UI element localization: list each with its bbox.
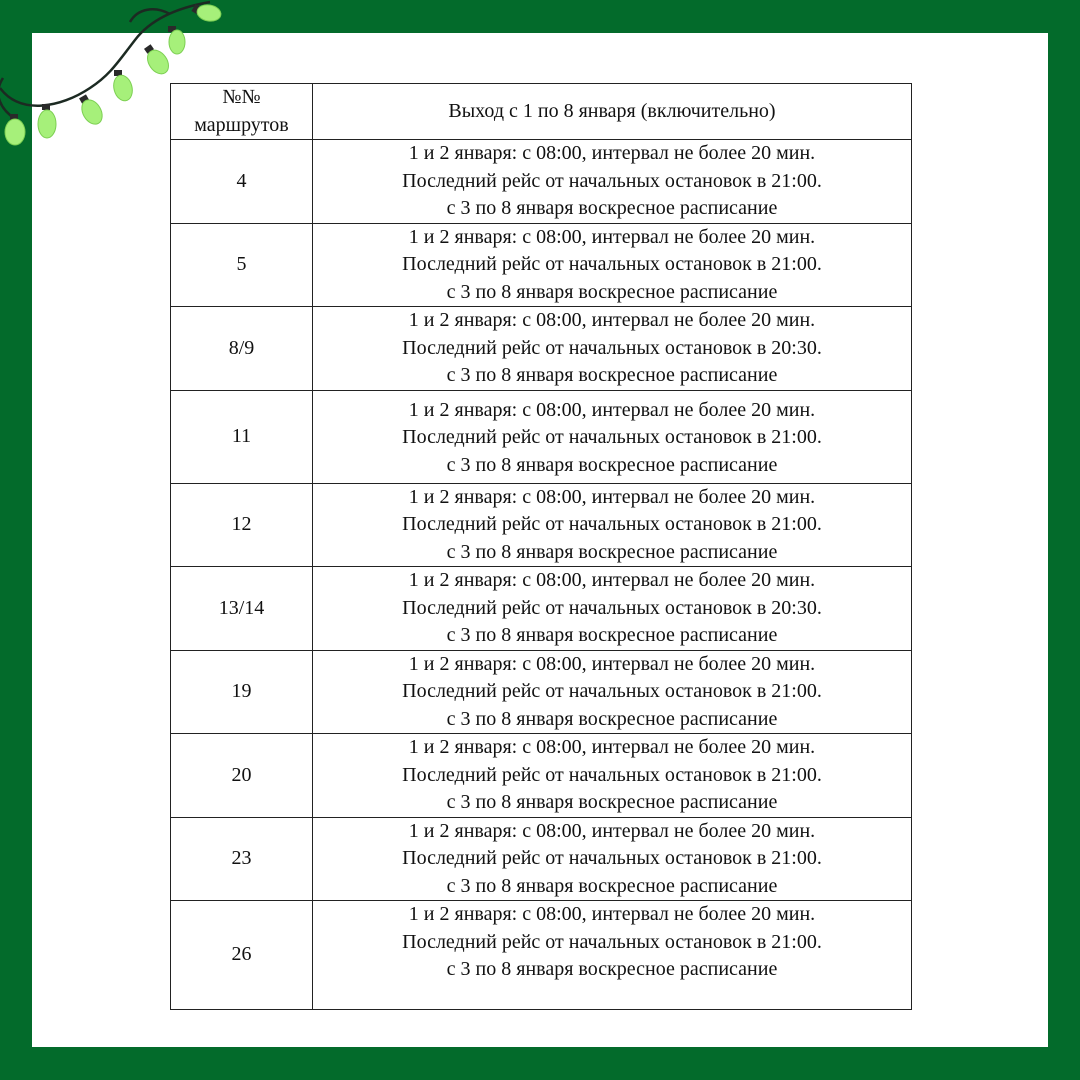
route-number: 11 [171,390,313,483]
schedule-line: с 3 по 8 января воскресное расписание [446,791,778,813]
route-header-line1: №№ [222,86,261,108]
route-column-header [171,84,313,140]
table-row [171,567,912,651]
schedule-description [313,734,912,818]
schedule-line: с 3 по 8 января воскресное расписание [446,874,778,897]
schedule-line: Последний рейс от начальных остановок в 21:00. [402,930,822,953]
schedule-line: с 3 по 8 января воскресное расписание [446,624,778,646]
schedule-line: Последний рейс от начальных остановок в 21:00. [402,680,822,702]
table-row [171,390,912,483]
schedule-line: 1 и 2 января: с 08:00, интервал не более 20 мин. [408,903,816,925]
route-number: 12 [171,483,313,567]
table-row [171,650,912,734]
schedule-line: с 3 по 8 января воскресное расписание [446,364,778,386]
schedule-line: 1 и 2 января: с 08:00, интервал не более 20 мин. [408,142,816,164]
schedule-line: 1 и 2 января: с 08:00, интервал не более 20 мин. [408,309,816,331]
route-number: 5 [171,223,313,307]
table-header-row [171,84,912,140]
schedule-line: 1 и 2 января: с 08:00, интервал не более 20 мин. [408,485,816,508]
schedule-line: с 3 по 8 января воскресное расписание [446,958,778,980]
schedule-line: Последний рейс от начальных остановок в 21:00. [402,169,822,192]
table-row [171,223,912,307]
schedule-line: с 3 по 8 января воскресное расписание [446,280,778,303]
route-number: 19 [171,650,313,734]
schedule-line: Последний рейс от начальных остановок в 21:00. [402,513,822,535]
route-number: 26 [171,901,313,1010]
schedule-line: 1 и 2 января: с 08:00, интервал не более 20 мин. [408,225,816,248]
table-row [171,734,912,818]
schedule-description [313,307,912,391]
schedule-line: Последний рейс от начальных остановок в 21:00. [402,763,822,786]
route-number: 20 [171,734,313,818]
table-row [171,307,912,391]
schedule-column-header: Выход с 1 по 8 января (включительно) [313,84,912,140]
route-number: 23 [171,817,313,901]
schedule-line: Последний рейс от начальных остановок в 21:00. [402,253,822,275]
schedule-line: 1 и 2 января: с 08:00, интервал не более 20 мин. [408,652,816,675]
schedule-description [313,817,912,901]
table-row [171,140,912,224]
schedule-description [313,390,912,483]
schedule-description [313,650,912,734]
schedule-table [170,83,912,1010]
schedule-line: Последний рейс от начальных остановок в 21:00. [402,426,822,448]
schedule-line: Последний рейс от начальных остановок в 20:30. [402,336,822,359]
route-number: 8/9 [171,307,313,391]
table-row [171,483,912,567]
schedule-description [313,223,912,307]
schedule-line: Последний рейс от начальных остановок в 20:30. [402,596,822,619]
schedule-line: с 3 по 8 января воскресное расписание [446,453,778,476]
table-row [171,901,912,1010]
schedule-line: 1 и 2 января: с 08:00, интервал не более 20 мин. [408,569,816,591]
schedule-line: 1 и 2 января: с 08:00, интервал не более 20 мин. [408,736,816,758]
schedule-line: 1 и 2 января: с 08:00, интервал не более 20 мин. [408,398,816,421]
schedule-description [313,567,912,651]
route-header-line2: маршрутов [194,113,289,136]
schedule-line: Последний рейс от начальных остановок в 21:00. [402,847,822,869]
schedule-line: с 3 по 8 января воскресное расписание [446,197,778,219]
schedule-line: с 3 по 8 января воскресное расписание [446,540,778,563]
route-number: 13/14 [171,567,313,651]
schedule-line: с 3 по 8 января воскресное расписание [446,707,778,730]
schedule-description [313,140,912,224]
schedule-description [313,483,912,567]
schedule-description [313,901,912,1010]
table-row [171,817,912,901]
schedule-line: 1 и 2 января: с 08:00, интервал не более 20 мин. [408,819,816,842]
route-number: 4 [171,140,313,224]
